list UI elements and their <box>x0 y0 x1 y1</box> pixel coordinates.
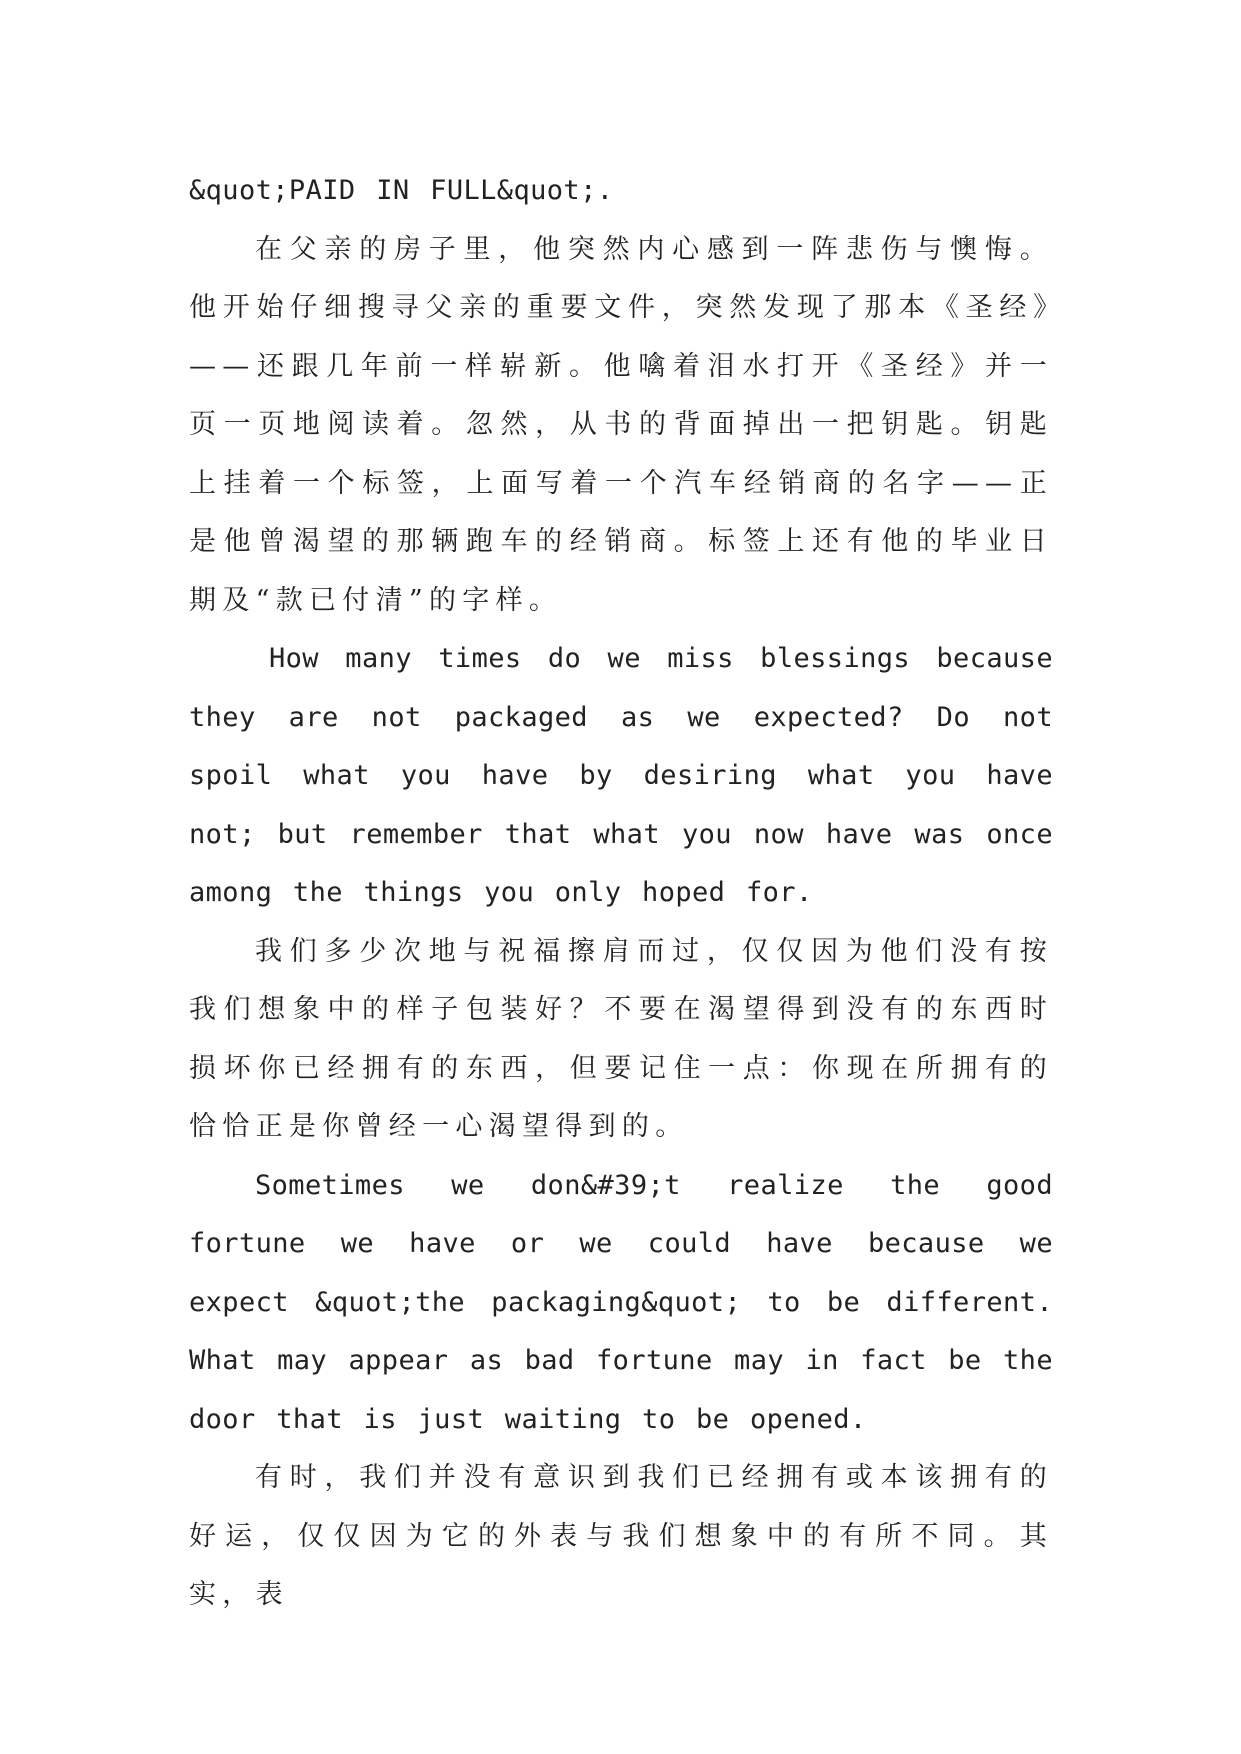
paragraph-zh-fathers-house: 在父亲的房子里，他突然内心感到一阵悲伤与懊悔。他开始仔细搜寻父亲的重要文件，突然发现了那本《圣经》——还跟几年前一样崭新。他噙着泪水打开《圣经》并一页一页地阅读着。忽然，从书的背面掉出一把钥匙。钥匙上挂着一个标签，上面写着一个汽车经销商的名字——正是他曾渴望的那辆跑车的经销商。标签上还有他的毕业日期及“款已付清”的字样。 <box>189 233 1053 616</box>
paragraph-zh-good-fortune: 有时，我们并没有意识到我们已经拥有或本该拥有的好运，仅仅因为它的外表与我们想象中的有所不同。其实，表 <box>189 1462 1053 1610</box>
paragraph-en-good-fortune: Sometimes we don&#39;t realize the good fortune we have or we could have because we expect &quot;the packaging&quot; to be different. What may appear as bad fortune may in fact be the door that is just waiting to be opened. <box>189 1169 1053 1435</box>
paragraph-en-paid-in-full: &quot;PAID IN FULL&quot;. <box>189 175 614 206</box>
paragraph-zh-missed-blessings: 我们多少次地与祝福擦肩而过，仅仅因为他们没有按我们想象中的样子包装好？不要在渴望得到没有的东西时损坏你已经拥有的东西，但要记住一点：你现在所拥有的恰恰正是你曾经一心渴望得到的。 <box>189 935 1053 1142</box>
paragraph-en-missed-blessings: How many times do we miss blessings because they are not packaged as we expected? Do not spoil what you have by desiring what you have not; but remember that what you now have was once among the things you only hoped for. <box>189 643 1053 908</box>
document-page <box>189 162 1053 1625</box>
